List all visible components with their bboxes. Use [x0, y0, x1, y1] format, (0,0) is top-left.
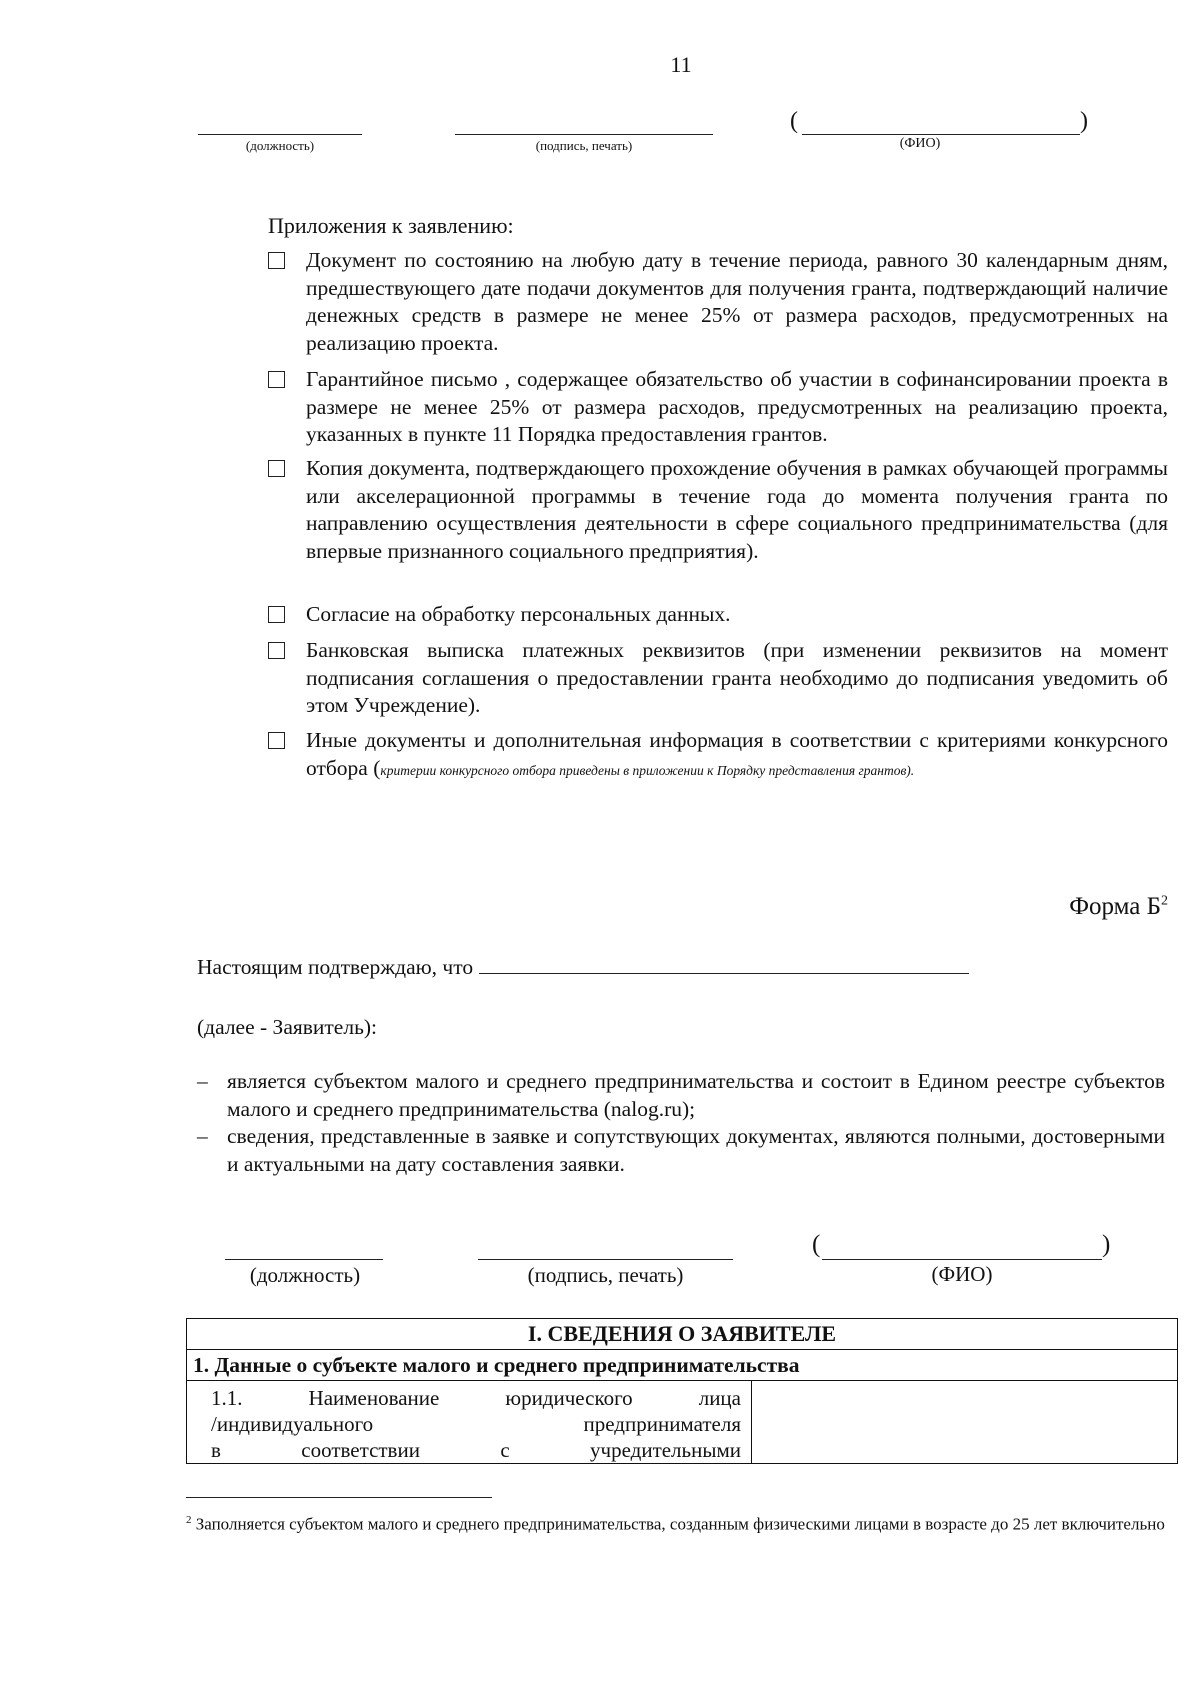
attachment-text	[306, 727, 1168, 784]
table-row	[187, 1381, 1178, 1464]
attachment-item	[268, 247, 1168, 357]
form-b-title	[1069, 893, 1168, 921]
confirm-line	[197, 955, 969, 980]
attachment-text: Копия документа, подтверждающего прохождение обучения в рамках обучающей программы или акселерационной программы в течение года до момента получения гранта по направлению осуществления деятельности в сфере социального предпринимательства (для впервые признанного социального предприятия).	[306, 456, 1168, 563]
attachment-item	[268, 637, 1168, 720]
field-label-line: 1.1. Наименование юридического лица	[211, 1386, 741, 1410]
signature-line[interactable]	[455, 134, 713, 135]
dash-marker: –	[197, 1124, 208, 1148]
table-row	[187, 1350, 1178, 1381]
attachment-checkbox[interactable]	[268, 460, 285, 477]
footnote	[186, 1508, 1170, 1537]
attachments-title: Приложения к заявлению:	[268, 213, 514, 238]
attachment-checkbox[interactable]	[268, 732, 285, 749]
list-item-text: является субъектом малого и среднего предпринимательства и состоит в Едином реестре субъектов малого и среднего предпринимательства (nalog.ru);	[227, 1069, 1165, 1121]
confirm-text: Настоящим подтверждаю, что	[197, 955, 474, 979]
fio-line[interactable]	[802, 134, 1080, 135]
signature-caption: (подпись, печать)	[535, 138, 633, 153]
footnote-text: Заполняется субъектом малого и среднего предпринимательства, созданным физическими лицами в возрасте до 25 лет включительно	[195, 1514, 1165, 1534]
attachment-item	[268, 727, 1168, 784]
list-item	[197, 1068, 1165, 1123]
field-value[interactable]	[752, 1381, 1178, 1464]
fio-caption: (ФИО)	[931, 1262, 993, 1286]
position-line[interactable]	[198, 134, 362, 135]
fio-paren-close: )	[1080, 108, 1088, 134]
footnote-divider	[186, 1497, 492, 1498]
position-caption: (должность)	[245, 138, 315, 153]
attachment-criteria-note: критерии конкурсного отбора приведены в приложении к Порядку представления грантов).	[380, 762, 915, 778]
attachment-text: Согласие на обработку персональных данных.	[306, 602, 731, 626]
dash-marker: –	[197, 1069, 208, 1093]
field-label-line: в соответствии с учредительными	[211, 1438, 741, 1462]
applicant-info-table	[186, 1318, 1178, 1464]
form-b-title-text: Форма Б	[1069, 893, 1161, 920]
table-row	[187, 1319, 1178, 1350]
attachment-item	[268, 455, 1168, 565]
field-label	[187, 1381, 752, 1464]
attachment-checkbox[interactable]	[268, 371, 285, 388]
form-b-footnote-ref: 2	[1161, 893, 1168, 909]
attachment-text: Гарантийное письмо , содержащее обязательство об участии в софинансировании проекта в размере не менее 25% от размера расходов, предусмотренных на реализацию проекта, указанных в пункте 11 Порядка предоставления грантов.	[306, 367, 1168, 446]
signature-line[interactable]	[478, 1259, 733, 1260]
attachment-checkbox[interactable]	[268, 606, 285, 623]
attachment-text: Банковская выписка платежных реквизитов (при изменении реквизитов на момент подписания соглашения о предоставлении гранта необходимо до подписания уведомить об этом Учреждение).	[306, 638, 1168, 717]
list-item	[197, 1123, 1165, 1178]
position-caption: (должность)	[249, 1263, 361, 1287]
subsection-title: 1. Данные о субъекте малого и среднего предпринимательства	[187, 1350, 1178, 1381]
attachment-checkbox[interactable]	[268, 252, 285, 269]
fio-paren-close: )	[1102, 1231, 1111, 1258]
attachment-text-main: Иные документы и дополнительная информация в соответствии с критериями конкурсного отбора (	[306, 728, 1168, 780]
fio-paren-open: (	[790, 108, 798, 134]
attachment-text: Документ по состоянию на любую дату в течение периода, равного 30 календарным дням, предшествующего дате подачи документов для получения гранта, подтверждающий наличие денежных средств в размере не менее 25% от размера расходов, предусмотренных на реализацию проекта.	[306, 248, 1168, 355]
list-item-text: сведения, представленные в заявке и сопутствующих документах, являются полными, достоверными и актуальными на дату составления заявки.	[227, 1124, 1165, 1176]
section-title: I. СВЕДЕНИЯ О ЗАЯВИТЕЛЕ	[187, 1319, 1178, 1350]
field-label-line: /индивидуального предпринимателя	[211, 1412, 741, 1436]
fio-caption: (ФИО)	[899, 136, 941, 151]
footnote-number: 2	[186, 1514, 192, 1526]
attachment-checkbox[interactable]	[268, 642, 285, 659]
position-line[interactable]	[225, 1259, 383, 1260]
attachment-item	[268, 601, 1168, 629]
fio-line[interactable]	[822, 1259, 1102, 1260]
signature-caption: (подпись, печать)	[527, 1263, 684, 1287]
applicant-text: (далее - Заявитель):	[197, 1015, 378, 1039]
confirmation-list	[197, 1068, 1165, 1178]
applicant-name-blank[interactable]	[479, 957, 969, 974]
fio-paren-open: (	[812, 1231, 821, 1258]
attachment-item	[268, 366, 1168, 449]
page-number: 11	[670, 52, 692, 77]
